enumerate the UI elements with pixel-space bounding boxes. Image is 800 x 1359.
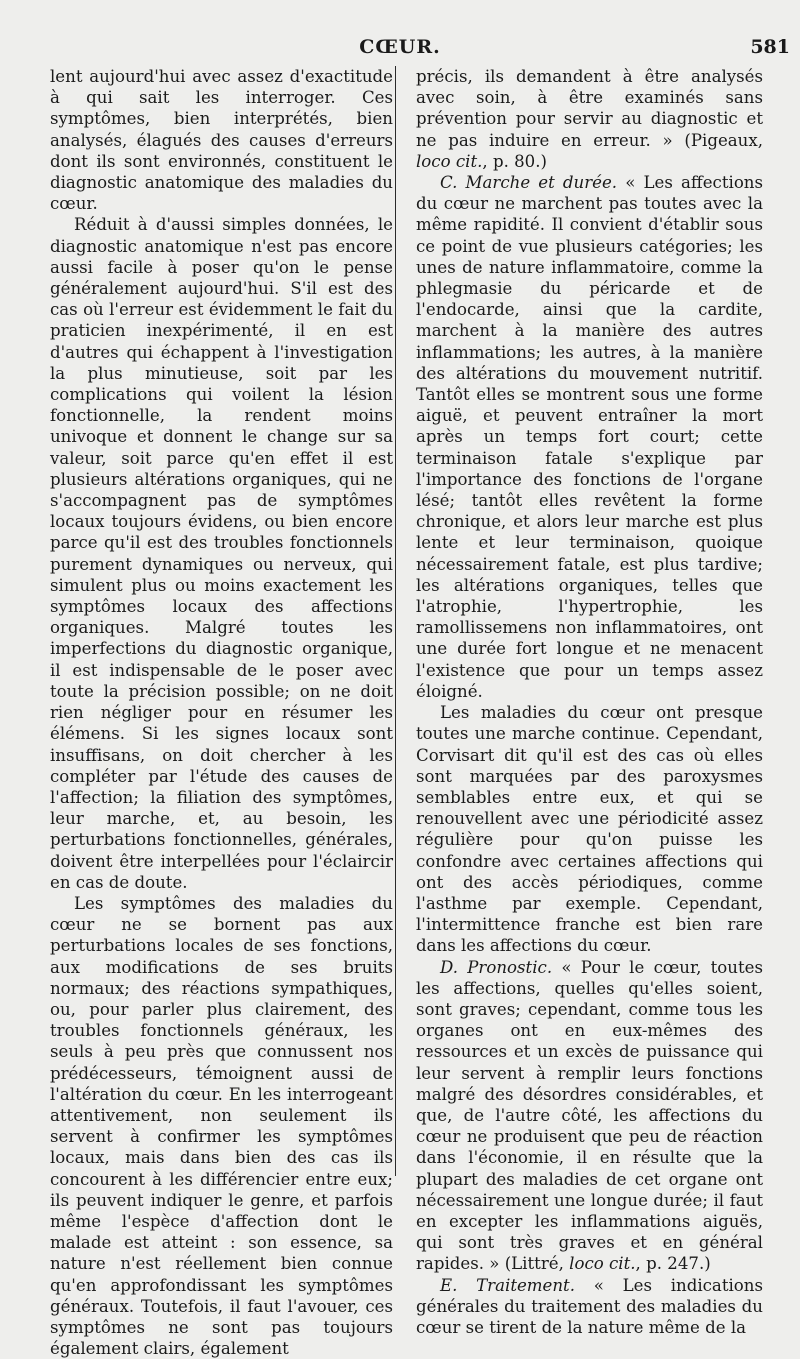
paragraph-text: « Les indications générales du traitement des maladies du cœur se tirent de la nature même de la xyxy=(416,1275,763,1337)
section-label: C. Marche et durée. xyxy=(440,173,618,193)
paragraph xyxy=(416,702,763,956)
paragraph-text: Réduit à d'aussi simples données, le diagnostic anatomique n'est pas encore aussi facile à poser qu'on le pense généralement aujourd'hui. S'il est des cas où l'erreur est évidemment le fait du praticien inexpérimenté, il en est d'autres qui échappent à l'investigation la plus minutieuse, soit par les complications qui voilent la lésion fonctionnelle, la rendent moins univoque et donnent le change sur sa valeur, soit parce qu'en effet il est plusieurs altérations organiques, qui ne s'accompagnent pas de symptômes locaux toujours évidens, ou bien encore parce qu'il est des troubles fonctionnels purement dynamiques ou nerveux, qui simulent plus ou moins exactement les symptômes locaux des affections organiques. Malgré toutes les imperfections du diagnostic organique, il est indispensable de le poser avec toute la précision possible; on ne doit rien négliger pour en résumer les élémens. Si les signes locaux sont insuffisans, on doit chercher à les compléter par l'étude des causes de l'affection; la filiation des symptômes, leur marche, et, au besoin, les perturbations fonctionnelles, générales, doivent être interpellées pour l'éclaircir en cas de doute. xyxy=(50,215,393,892)
citation-tail: , p. 80.) xyxy=(482,151,547,171)
right-column xyxy=(416,66,763,1338)
paragraph xyxy=(416,957,763,1275)
paragraph xyxy=(50,66,393,214)
citation-italic: loco cit. xyxy=(569,1254,636,1274)
page-header xyxy=(0,32,800,62)
left-column xyxy=(50,66,393,1359)
paragraph-text: Les maladies du cœur ont presque toutes une marche continue. Cependant, Corvisart dit qu'il est des cas où elles sont marquées par des paroxysmes semblables entre eux, et qui se renouvellent avec une périodicité assez régulière pour qu'on puisse les confondre avec certaines affections qui ont des accès périodiques, comme l'asthme par exemple. Cependant, l'intermittence franche est bien rare dans les affections du cœur. xyxy=(416,703,763,956)
paragraph-text: « Les affections du cœur ne marchent pas toutes avec la même rapidité. Il convient d'établir sous ce point de vue plusieurs catégories; les unes de nature inflammatoire, comme la phlegmasie du péricarde et de l'endocarde, ainsi que la cardite, marchent à la manière des autres inflammations; les autres, à la manière des altérations du mouvement nutritif. Tantôt elles se montrent sous une forme aiguë, et peuvent entraîner la mort après un temps fort court; cette terminaison fatale s'explique par l'importance des fonctions de l'organe lésé; tantôt elles revêtent la forme chronique, et alors leur marche est plus lente et leur terminaison, quoique nécessairement fatale, est plus tardive; les altérations organiques, telles que l'atrophie, l'hypertrophie, les ramollissemens non inflammatoires, ont une durée fort longue et ne menacent l'existence que pour un temps assez éloigné. xyxy=(416,173,764,701)
paragraph-text: Les symptômes des maladies du cœur ne se bornent pas aux perturbations locales de ses fonctions, aux modifications de ses bruits normaux; des réactions sympathiques, ou, pour parler plus clairement, des troubles fonctionnels généraux, les seuls à peu près que connussent nos prédécesseurs, témoignent aussi de l'altération du cœur. En les interrogeant attentivement, non seulement ils servent à confirmer les symptômes locaux, mais dans bien des cas ils concourent à les différencier entre eux; ils peuvent indiquer le genre, et parfois même l'espèce d'affection dont le malade est atteint : son essence, sa nature n'est réellement bien connue qu'en approfondissant les symptômes généraux. Toutefois, il faut l'avouer, ces symptômes ne sont pas toujours également clairs, également xyxy=(50,893,393,1359)
running-title: CŒUR. xyxy=(359,36,441,58)
column-divider xyxy=(395,66,396,1176)
paragraph-text: lent aujourd'hui avec assez d'exactitude à qui sait les interroger. Ces symptômes, bien interprétés, bien analysés, élagués des causes d'erreurs dont ils sont environnés, constituent le diagnostic anatomique des maladies du cœur. xyxy=(50,67,393,214)
paragraph xyxy=(50,214,393,893)
paragraph xyxy=(416,172,763,702)
citation-italic: loco cit. xyxy=(416,151,483,171)
citation-tail: , p. 247.) xyxy=(635,1254,711,1274)
paragraph xyxy=(50,893,393,1359)
paragraph xyxy=(416,66,763,172)
paragraph-text: précis, ils demandent à être analysés avec soin, à être examinés sans prévention pour servir au diagnostic et ne pas induire en erreur. » (Pigeaux, xyxy=(416,67,763,150)
paragraph-text: « Pour le cœur, toutes les affections, quelles qu'elles soient, sont graves; cependant, comme tous les organes ont en eux-mêmes des ressources et un excès de puissance qui leur servent à remplir leurs fonctions malgré des désordres considérables, et que, de l'autre côté, les affections du cœur ne produisent que peu de réaction dans l'économie, il en résulte que la plupart des maladies de cet organe ont nécessairement une longue durée; il faut en excepter les inflammations aiguës, qui sont très graves et en général rapides. » (Littré, xyxy=(416,957,763,1274)
section-label: D. Pronostic. xyxy=(440,957,553,977)
section-label: E. Traitement. xyxy=(440,1275,575,1295)
paragraph xyxy=(416,1275,763,1339)
page-number: 581 xyxy=(750,36,790,58)
